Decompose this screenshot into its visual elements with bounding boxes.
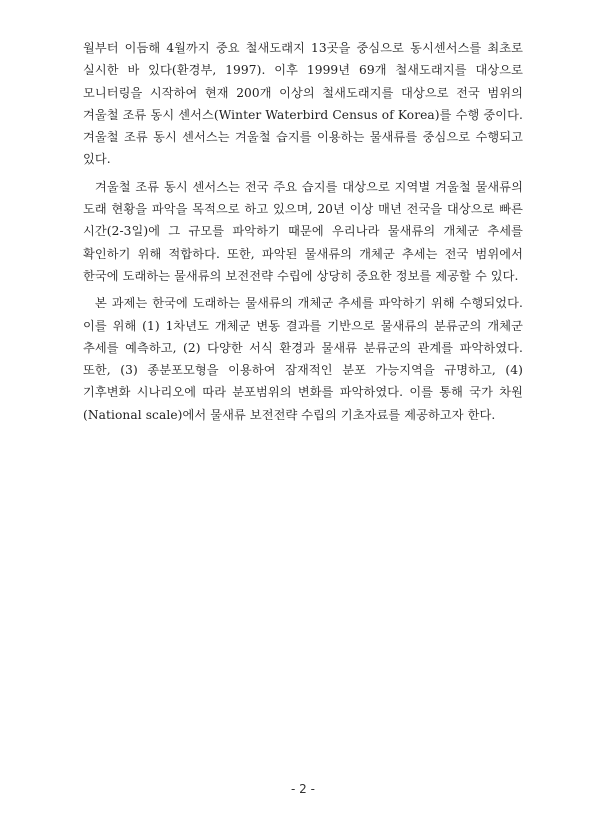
paragraph-2: 겨울철 조류 동시 센서스는 전국 주요 습지를 대상으로 지역별 겨울철 물새류의 도래 현황을 파악을 목적으로 하고 있으며, 20년 이상 매년 전국을 대상으로 빠른 시간(2-3일)에 그 규모를 파악하기 때문에 우리나라 물새류의 개체군 추세를 확인하기 위해 적합하다. 또한, 파악된 물새류의 개체군 추세는 전국 범위에서 한국에 도래하는 물새류의 보전전략 수립에 상당히 중요한 정보를 제공할 수 있다. — [83, 179, 523, 283]
document-body — [83, 37, 523, 431]
page-number: - 2 - — [291, 782, 315, 796]
paragraph-3: 본 과제는 한국에 도래하는 물새류의 개체군 추세를 파악하기 위해 수행되었다. 이를 위해 (1) 1차년도 개체군 변동 결과를 기반으로 물새류의 분류군의 개체군 추세를 예측하고, (2) 다양한 서식 환경과 물새류 분류군의 관계를 파악하였다. 또한, (3) 종분포모형을 이용하여 잠재적인 분포 가능지역을 규명하고, (4) 기후변화 시나리오에 따라 분포범위의 변화를 파악하였다. 이를 통해 국가 차원(National scale)에서 물새류 보전전략 수립의 기초자료를 제공하고자 한다. — [83, 296, 523, 422]
paragraph-1: 월부터 이듬해 4월까지 중요 철새도래지 13곳을 중심으로 동시센서스를 최초로 실시한 바 있다(환경부, 1997). 이후 1999년 69개 철새도래지를 대상으로 모니터링을 시작하여 현재 200개 이상의 철새도래지를 대상으로 전국 범위의 겨울철 조류 동시 센서스(Winter Waterbird Census of Korea)를 수행 중이다. 겨울철 조류 동시 센서스는 겨울철 습지를 이용하는 물새류를 중심으로 수행되고 있다. — [83, 41, 523, 167]
